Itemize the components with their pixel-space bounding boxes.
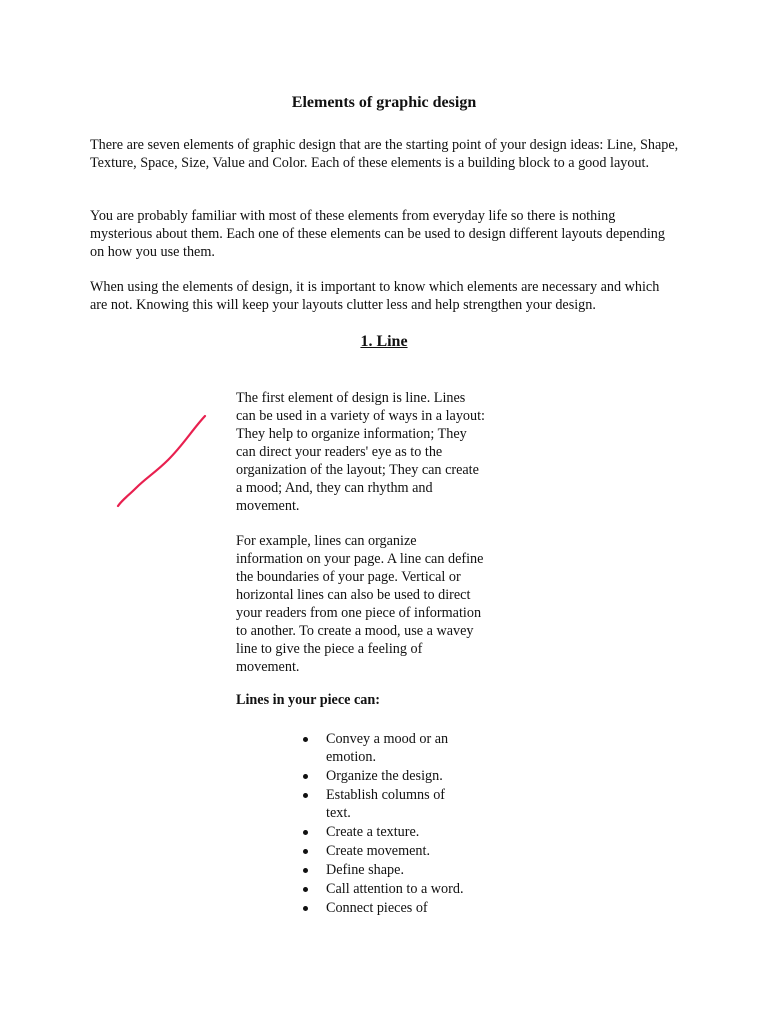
bullet-icon (303, 887, 308, 892)
line-paragraph-1: The first element of design is line. Lines can be used in a variety of ways in a layout: They help to organize information; They can direct your readers' eye as to the organization of the layout; They can create a mood; And, they can rhythm and movement. (236, 390, 485, 514)
document-title: Elements of graphic design (291, 94, 477, 111)
line-paragraph-2: For example, lines can organize information on your page. A line can define the boundaries of your page. Vertical or horizontal lines can also be used to direct your readers from one piece of information to another. To create a mood, use a wavey line to give the piece a feeling of movement. (236, 533, 484, 675)
list-item: Connect pieces of (300, 899, 470, 917)
bullet-icon (303, 830, 308, 835)
list-item: Convey a mood or an emotion. (300, 730, 470, 766)
bullet-icon (303, 868, 308, 873)
list-item: Create movement. (300, 842, 470, 860)
list-item: Create a texture. (300, 823, 470, 841)
intro-paragraph-1: There are seven elements of graphic design that are the starting point of your design ideas: Line, Shape, Texture, Space, Size, Value and Color. Each of these elements is a building block to a good layout. (90, 137, 679, 171)
bullet-icon (303, 906, 308, 911)
list-item: Establish columns of text. (300, 786, 470, 822)
intro-paragraph-2: You are probably familiar with most of these elements from everyday life so there is nothing mysterious about them. Each one of these elements can be used to design different layouts depending on how you use them. (90, 208, 665, 260)
red-diagonal-line-icon (110, 408, 212, 512)
list-heading: Lines in your piece can: (236, 692, 380, 708)
section-heading-line: 1. Line (360, 333, 408, 350)
list-item: Call attention to a word. (300, 880, 470, 898)
lines-bullet-list (300, 730, 470, 918)
list-item: Define shape. (300, 861, 470, 879)
list-item: Organize the design. (300, 767, 470, 785)
bullet-icon (303, 793, 308, 798)
bullet-icon (303, 849, 308, 854)
bullet-icon (303, 737, 308, 742)
bullet-icon (303, 774, 308, 779)
intro-paragraph-3: When using the elements of design, it is important to know which elements are necessary and which are not. Knowing this will keep your layouts clutter less and help strengthen your design. (90, 279, 660, 313)
